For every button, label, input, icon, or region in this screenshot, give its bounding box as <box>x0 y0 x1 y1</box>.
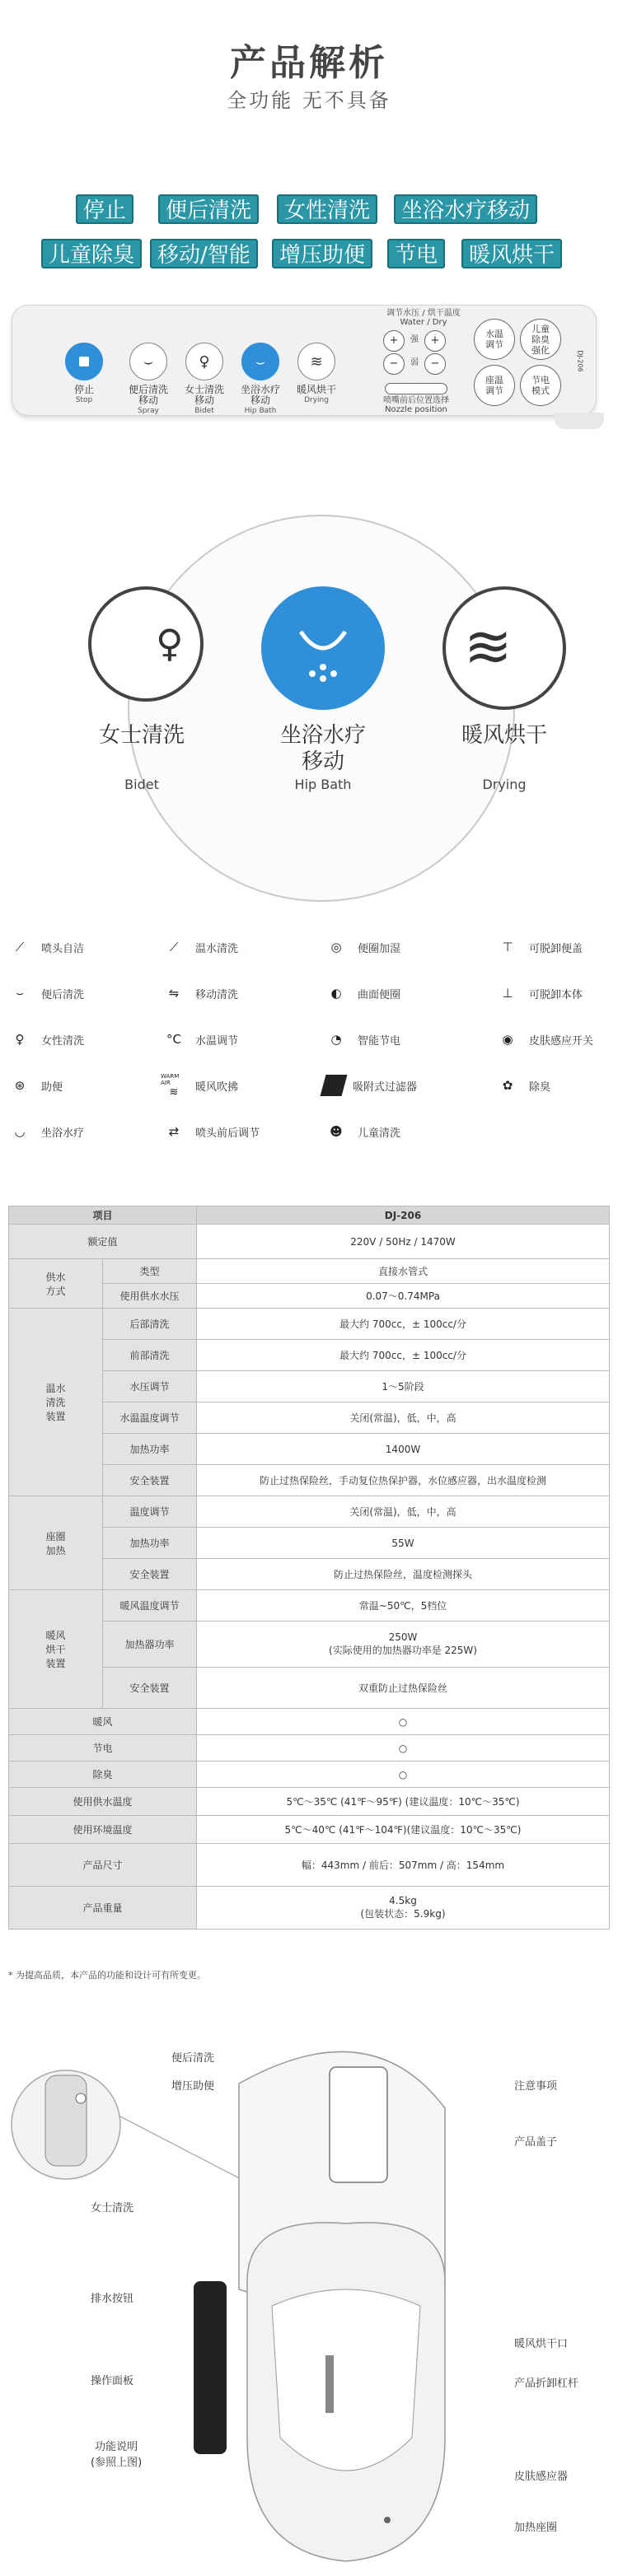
table-row: 暖风 ○ <box>9 1709 610 1735</box>
bidet-zoom-button <box>88 586 204 702</box>
filter-icon <box>321 1075 348 1096</box>
hip-bath-button[interactable] <box>241 343 279 380</box>
table-row: 水压调节 1～5阶段 <box>9 1371 610 1402</box>
warm-air-icon: WARM AIR ≋ <box>161 1072 180 1099</box>
bidet-icon: ♀ <box>199 352 210 371</box>
feature-item: ⊤ 可脱卸便盖 <box>494 931 583 964</box>
page-title: 产品解析 <box>230 42 388 84</box>
water-temp-icon: °C <box>166 1032 181 1047</box>
feature-item: ⟋ 喷头自洁 <box>7 931 84 964</box>
nozzle-slider[interactable] <box>385 383 447 394</box>
table-row: 使用供水温度 5℃～35℃ (41℉～95℉) (建议温度：10℃～35℃) <box>9 1788 610 1816</box>
tag: 女性清洗 <box>277 194 377 224</box>
bidet-icon: ♀ <box>156 621 184 665</box>
page-subtitle: 全功能 无不具备 <box>227 89 391 112</box>
spec-table <box>8 1206 610 1930</box>
spray-label: 便后清洗 移动 Spray <box>128 384 168 415</box>
strong-label: 强 <box>410 335 419 344</box>
hip-bath-icon <box>261 586 385 710</box>
hip-bath-label: 坐浴水疗 移动 Hip Bath <box>240 384 280 415</box>
feature-item: 吸附式过滤器 <box>323 1069 417 1102</box>
callout-right: 产品盖子 <box>514 2136 558 2149</box>
feature-item: WARM AIR ≋ 暖风吹拂 <box>161 1072 239 1099</box>
seat-humidify-icon: ◎ <box>330 940 342 954</box>
skin-sensor-icon: ◉ <box>502 1032 513 1047</box>
table-row: 座圈 加热 温度调节 关闭(常温)，低，中，高 <box>9 1496 610 1528</box>
feature-tags <box>0 188 618 278</box>
callout-left: 便后清洗 <box>171 2052 215 2065</box>
nozzle-adjust-icon: ⇄ <box>168 1124 180 1139</box>
assist-icon: ⊛ <box>14 1078 26 1093</box>
callout-left: 增压助便 <box>171 2080 215 2093</box>
child-clean-icon: ☻ <box>330 1124 343 1139</box>
header <box>0 0 618 185</box>
drying-label: 暖风烘干 Drying <box>296 384 336 404</box>
feature-item: ⊥ 可脱卸本体 <box>494 977 583 1010</box>
nozzle-title: 喷嘴前后位置选择 Nozzle position <box>383 396 449 414</box>
table-row: 加热器功率 250W (实际使用的加热器功率是 225W) <box>9 1622 610 1668</box>
product-diagram <box>0 2009 618 2576</box>
table-header: 项目 DJ-206 <box>9 1206 610 1225</box>
spray-icon: ⌣ <box>143 352 153 371</box>
drying-icon: ≋ <box>310 352 323 371</box>
callout-right: 加热座圈 <box>514 2522 558 2534</box>
zoom-right-sub: Drying <box>482 777 527 792</box>
feature-item: ☻ 儿童清洗 <box>323 1115 400 1148</box>
model-id: DJ-206 <box>576 350 584 372</box>
feature-item: ◎ 便圈加湿 <box>323 931 400 964</box>
smart-save-icon: ◔ <box>330 1032 342 1047</box>
feature-item: ⊛ 助便 <box>7 1069 63 1102</box>
drying-zoom-button <box>442 586 566 710</box>
stop-label: 停止 Stop <box>73 384 94 404</box>
table-row: 供水 方式 类型 直接水管式 <box>9 1259 610 1284</box>
stop-icon <box>79 357 89 366</box>
panel-cap <box>555 413 604 429</box>
feature-item: ♀ 女性清洗 <box>7 1023 84 1056</box>
minus-right-button[interactable]: − <box>424 353 446 375</box>
curved-seat-icon: ◐ <box>330 986 342 1001</box>
plus-right-button[interactable]: + <box>424 330 446 352</box>
minus-left-button[interactable]: − <box>383 353 405 375</box>
bidet-button[interactable] <box>185 343 223 380</box>
tag: 停止 <box>76 194 133 224</box>
tag: 节电 <box>387 239 445 268</box>
warm-water-icon: ⟋ <box>169 940 179 954</box>
callout-right: 暖风烘干口 <box>514 2338 569 2350</box>
control-panel <box>12 305 597 416</box>
detachable-body-icon: ⊥ <box>502 986 513 1001</box>
tag: 移动/智能 <box>150 239 258 268</box>
callout-left: 女士清洗 <box>91 2202 134 2214</box>
table-row: 前部清洗 最大约 700cc，± 100cc/分 <box>9 1340 610 1371</box>
hip-bath-zoom-button <box>261 586 385 710</box>
table-row: 除臭 ○ <box>9 1762 610 1788</box>
callout-right: 注意事项 <box>514 2080 558 2093</box>
zoom-right-label: 暖风烘干 <box>461 723 547 748</box>
table-row: 加热功率 1400W <box>9 1434 610 1465</box>
nozzle-clean-icon: ⟋ <box>15 940 25 954</box>
table-row: 额定值 220V / 50Hz / 1470W <box>9 1225 610 1259</box>
table-row: 产品重量 4.5kg (包装状态：5.9kg) <box>9 1887 610 1930</box>
water-pressure-title: 调节水压 / 烘干温度 Water / Dry <box>386 309 461 327</box>
feature-item: °C 水温调节 <box>161 1023 238 1056</box>
bidet-label: 女士清洗 移动 Bidet <box>184 384 224 415</box>
table-row: 使用环境温度 5℃～40℃ (41℉～104℉)(建议温度：10℃～35℃) <box>9 1816 610 1844</box>
spray-icon: ⌣ <box>16 986 24 1001</box>
feature-item: ✿ 除臭 <box>494 1069 550 1102</box>
stop-button[interactable] <box>65 343 103 380</box>
feature-item: ◡ 坐浴水疗 <box>7 1115 84 1148</box>
zoom-center-sub: Hip Bath <box>294 777 352 792</box>
water-temp-button[interactable]: 水温 调节 <box>474 319 515 360</box>
table-row: 安全装置 防止过热保险丝，温度检测探头 <box>9 1559 610 1590</box>
table-row: 使用供水水压 0.07～0.74MPa <box>9 1284 610 1309</box>
tag: 儿童除臭 <box>41 239 142 268</box>
tag: 暖风烘干 <box>461 239 562 268</box>
tag: 坐浴水疗移动 <box>394 194 537 224</box>
detachable-lid-icon: ⊤ <box>502 940 513 954</box>
hip-bath-icon: ⌣ <box>255 352 265 371</box>
power-save-button[interactable]: 节电 模式 <box>520 365 561 406</box>
drying-icon: ≋ <box>464 613 513 680</box>
tag: 便后清洗 <box>158 194 259 224</box>
tag: 增压助便 <box>272 239 372 268</box>
table-row: 节电 ○ <box>9 1735 610 1762</box>
feature-item: ⟋ 温水清洗 <box>161 931 238 964</box>
feature-grid <box>0 931 618 1161</box>
feature-item: ⇄ 喷头前后调节 <box>161 1115 260 1148</box>
weak-label: 弱 <box>410 358 419 367</box>
disclaimer-note: * 为提高品质，本产品的功能和设计可有所变更。 <box>8 1970 206 1981</box>
spray-button[interactable] <box>129 343 167 380</box>
zoom-magnifier <box>98 515 547 902</box>
hip-bath-icon: ◡ <box>14 1124 26 1139</box>
child-deodorize-button[interactable]: 儿童 除臭 强化 <box>520 319 561 360</box>
drying-button[interactable] <box>297 343 335 380</box>
deodorize-icon: ✿ <box>502 1078 513 1093</box>
feature-item: ⌣ 便后清洗 <box>7 977 84 1010</box>
table-row: 安全装置 防止过热保险丝，手动复位热保护器，水位感应器，出水温度检测 <box>9 1465 610 1496</box>
feature-item: ⇋ 移动清洗 <box>161 977 238 1010</box>
callout-left: 排水按钮 <box>91 2293 134 2305</box>
plus-left-button[interactable]: + <box>383 330 405 352</box>
table-row: 加热功率 55W <box>9 1528 610 1559</box>
feature-item: ◔ 智能节电 <box>323 1023 400 1056</box>
table-row: 水温温度调节 关闭(常温)，低，中，高 <box>9 1402 610 1434</box>
callout-right: 产品折卸杠杆 <box>514 2378 579 2390</box>
feature-item: ◉ 皮肤感应开关 <box>494 1023 593 1056</box>
callout-left: 操作面板 <box>91 2375 134 2387</box>
table-row: 安全装置 双重防止过热保险丝 <box>9 1668 610 1709</box>
table-row: 产品尺寸 幅：443mm / 前后：507mm / 高：154mm <box>9 1844 610 1887</box>
feature-item: ◐ 曲面便圈 <box>323 977 400 1010</box>
seat-temp-button[interactable]: 座温 调节 <box>474 365 515 406</box>
moving-clean-icon: ⇋ <box>168 986 180 1001</box>
callout-right: 皮肤感应器 <box>514 2471 569 2483</box>
bidet-icon: ♀ <box>15 1032 25 1047</box>
table-row: 温水 清洗 装置 后部清洗 最大约 700cc，± 100cc/分 <box>9 1309 610 1340</box>
table-row: 暖风 烘干 装置 暖风温度调节 常温~50℃，5档位 <box>9 1590 610 1622</box>
zoom-left-label: 女士清洗 <box>98 723 185 748</box>
callout-left: 功能说明 (参照上图) <box>91 2441 143 2469</box>
zoom-left-sub: Bidet <box>124 777 159 792</box>
zoom-center-label: 坐浴水疗 移动 <box>279 723 366 774</box>
